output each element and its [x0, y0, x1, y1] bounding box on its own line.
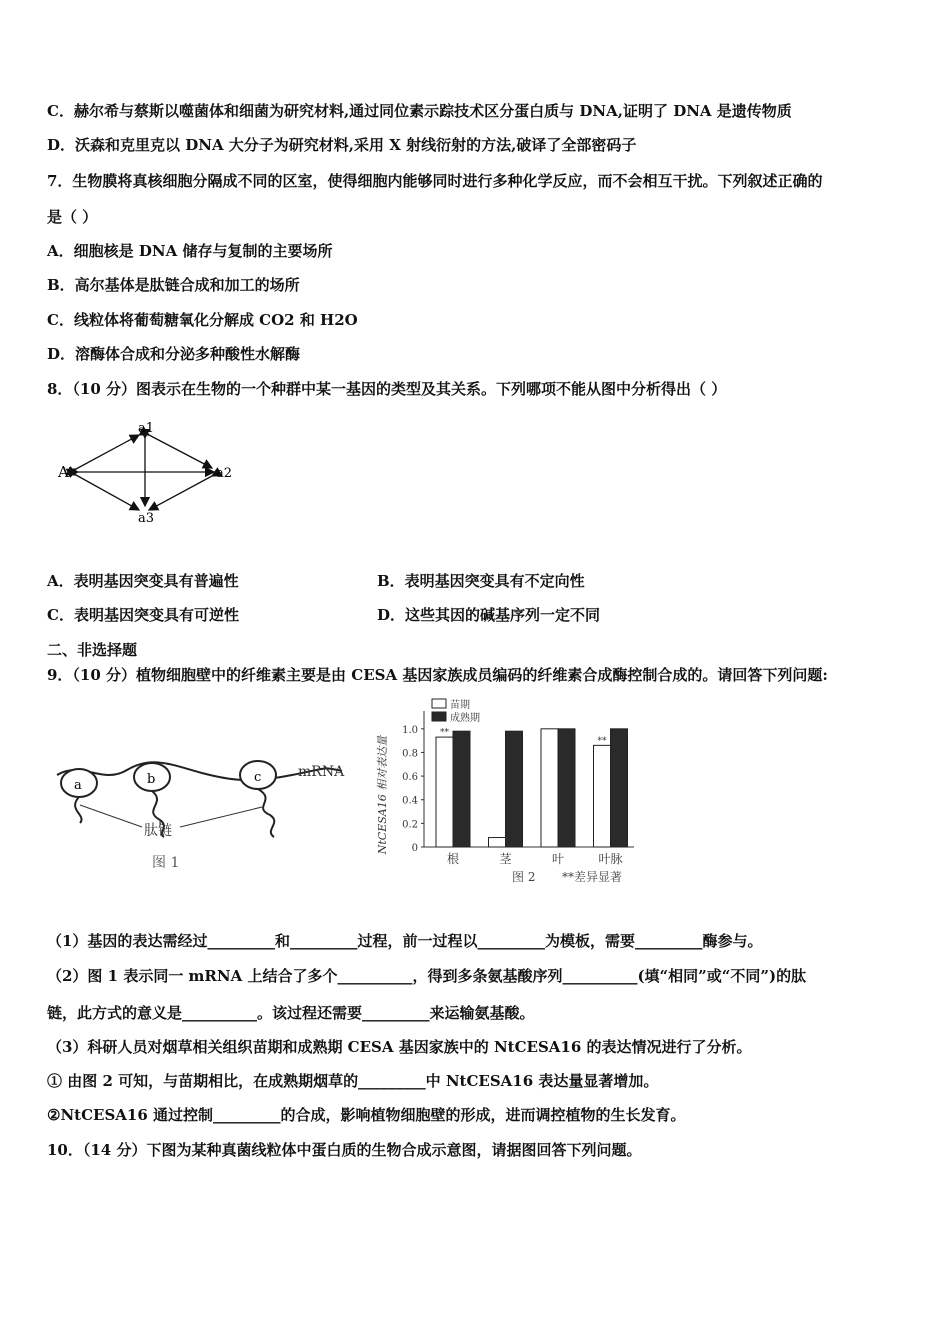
arrow-a2-a3 — [149, 476, 212, 510]
question-8-stem: 8．（10 分）图表示在生物的一个种群中某一基因的类型及其关系。下列哪项不能从图中分析得出（ ） — [47, 380, 727, 398]
allele-a2: a2 — [216, 466, 233, 481]
peptide-a — [75, 797, 81, 823]
legend-label: 苗期 — [450, 700, 470, 711]
option-b-q7: B．高尔基体是肽链合成和加工的场所 — [47, 276, 300, 294]
bar-叶-成熟期 — [558, 729, 575, 847]
bar-根-苗期 — [436, 737, 453, 847]
y-tick-label: 0.2 — [402, 819, 418, 831]
question-7-stem: 7．生物膜将真核细胞分隔成不同的区室，使得细胞内能够同时进行多种化学反应，而不会相互干扰。下列叙述正确的 — [47, 172, 823, 190]
y-tick-label: 1.0 — [402, 724, 418, 736]
arrow-a-a1 — [76, 435, 139, 469]
y-tick-label: 0.8 — [402, 748, 418, 760]
figure-2-bar-chart — [372, 695, 652, 890]
gene-mutation-diagram — [52, 418, 242, 526]
allele-a3: a3 — [138, 511, 155, 526]
peptide-c — [258, 789, 274, 837]
significance-mark: ** — [440, 728, 449, 739]
subquestion-1: （1）基因的表达需经过_________和_________过程，前一过程以_________为模板，需要_________酶参与。 — [47, 932, 763, 950]
x-tick-label: 叶 — [551, 852, 565, 866]
bar-根-成熟期 — [453, 731, 470, 847]
ribosome-c-label: c — [254, 770, 262, 785]
y-tick-label: 0.6 — [402, 772, 418, 784]
bar-叶-苗期 — [541, 729, 558, 847]
option-d-q8: D．这些其因的碱基序列一定不同 — [377, 606, 601, 624]
option-d-q7: D．溶酶体合成和分泌多种酸性水解酶 — [47, 345, 301, 363]
arrow-a1-a2 — [149, 435, 212, 468]
section-heading: 二、非选择题 — [47, 641, 138, 659]
question-10-stem: 10．（14 分）下图为某种真菌线粒体中蛋白质的生物合成示意图，请据图回答下列问题。 — [47, 1141, 642, 1159]
arrow-a-a3 — [76, 475, 139, 510]
x-tick-label: 茎 — [499, 852, 512, 866]
legend-swatch — [432, 712, 446, 721]
question-9-stem: 9．（10 分）植物细胞壁中的纤维素主要是由 CESA 基因家族成员编码的纤维素合成酶控制合成的。请回答下列问题: — [47, 666, 828, 684]
option-b-q8: B．表明基因突变具有不定向性 — [377, 572, 585, 590]
significance-mark: ** — [597, 736, 607, 747]
figure-1-caption: 图 1 — [152, 855, 180, 871]
option-c-q6: C．赫尔希与蔡斯以噬菌体和细菌为研究材料,通过同位素示踪技术区分蛋白质与 DNA,证明了 DNA 是遗传物质 — [47, 102, 792, 120]
bar-茎-苗期 — [489, 838, 506, 847]
y-tick-label: 0 — [411, 843, 418, 854]
option-c-q8: C．表明基因突变具有可逆性 — [47, 606, 239, 624]
figure-1-translation — [52, 715, 362, 880]
x-tick-label: 根 — [446, 852, 460, 866]
legend-label: 成熟期 — [450, 713, 480, 724]
chart-note: **差异显著 — [562, 870, 623, 884]
subquestion-3-part-1: ① 由图 2 可知，与苗期相比，在成熟期烟草的_________中 NtCESA16 表达量显著增加。 — [47, 1072, 659, 1090]
bar-叶脉-苗期 — [594, 745, 611, 847]
subquestion-3: （3）科研人员对烟草相关组织苗期和成熟期 CESA 基因家族中的 NtCESA16 的表达情况进行了分析。 — [47, 1038, 752, 1056]
allele-a1: a1 — [138, 421, 155, 436]
allele-a: A — [58, 463, 69, 481]
chart-title: 图 2 — [512, 870, 536, 884]
ribosome-b-label: b — [147, 772, 156, 787]
bar-叶脉-成熟期 — [611, 729, 628, 847]
peptide-label: 肽链 — [144, 823, 172, 839]
bar-茎-成熟期 — [506, 731, 523, 847]
option-a-q7: A．细胞核是 DNA 储存与复制的主要场所 — [47, 242, 333, 260]
x-tick-label: 叶脉 — [598, 852, 623, 866]
option-a-q8: A．表明基因突变具有普遍性 — [47, 572, 239, 590]
y-tick-label: 0.4 — [402, 795, 418, 807]
question-7-stem-cont: 是（ ） — [47, 208, 98, 226]
subquestion-2: （2）图 1 表示同一 mRNA 上结合了多个__________，得到多条氨基酸序列__________(填“相同”或“不同”)的肽 — [47, 967, 807, 985]
option-c-q7: C．线粒体将葡萄糖氧化分解成 CO2 和 H2O — [47, 311, 358, 329]
subquestion-3-part-2: ②NtCESA16 通过控制_________的合成，影响植物细胞壁的形成，进而调控植物的生长发育。 — [47, 1106, 686, 1124]
legend-swatch — [432, 699, 446, 708]
chart-ylabel: NtCESA16 相对表达量 — [376, 735, 389, 855]
ribosome-a-label: a — [74, 778, 82, 793]
mrna-label: mRNA — [298, 764, 345, 780]
option-d-q6: D．沃森和克里克以 DNA 大分子为研究材料,采用 X 射线衍射的方法,破译了全部密码子 — [47, 136, 637, 154]
subquestion-2-cont: 链，此方式的意义是__________。该过程还需要_________来运输氨基酸。 — [47, 1004, 535, 1022]
